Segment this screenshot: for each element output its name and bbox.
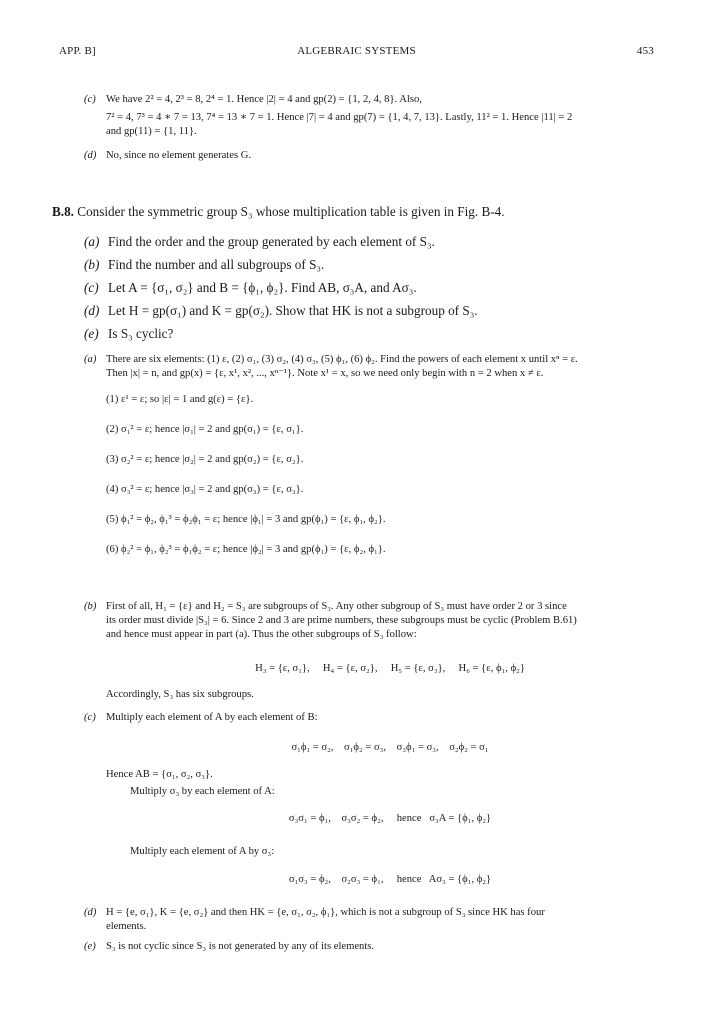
subgroups-display: H₃ = {ε, σ₁}, H₄ = {ε, σ₂}, H₅ = {ε, σ₃}, H₆ = {ε, ϕ₁, ϕ₂} xyxy=(255,663,525,674)
power-item: (2) σ₁² = ε; hence |σ₁| = 2 and gp(σ₁) = {ε, σ₁}. xyxy=(106,424,304,435)
text-line: Let A = {σ₁, σ₂} and B = {ϕ₁, ϕ₂}. Find AB, σ₃A, and Aσ₃. xyxy=(108,280,417,295)
solution-c xyxy=(84,711,696,725)
part-label: (d) xyxy=(84,303,100,318)
subgroups-conclusion: Accordingly, S₃ has six subgroups. xyxy=(106,689,254,700)
header-chapter-title: ALGEBRAIC SYSTEMS xyxy=(297,45,416,57)
solution-a xyxy=(84,353,696,381)
text-line: Is S₃ cyclic? xyxy=(108,326,174,341)
part-label: (d) xyxy=(84,150,97,161)
part-label: (e) xyxy=(84,326,99,341)
ab-result: Hence AB = {σ₁, σ₂, σ₃}. xyxy=(106,769,213,780)
text-line: S₃ is not cyclic since S₃ is not generated by any of its elements. xyxy=(106,941,375,952)
text-line: We have 2² = 4, 2³ = 8, 2⁴ = 1. Hence |2| = 4 and gp(2) = {1, 2, 4, 8}. Also, xyxy=(106,94,422,105)
part-label: (c) xyxy=(84,94,96,105)
problem-part-b xyxy=(84,257,684,280)
power-item: (5) ϕ₁² = ϕ₂, ϕ₁³ = ϕ₂ϕ₁ = ε; hence |ϕ₁| = 3 and gp(ϕ₁) = {ε, ϕ₁, ϕ₂}. xyxy=(106,514,386,525)
power-item: (6) ϕ₂² = ϕ₁, ϕ₂³ = ϕ₁ϕ₂ = ε; hence |ϕ₂| = 3 and gp(ϕ₁) = {ε, ϕ₂, ϕ₁}. xyxy=(106,544,386,555)
text-line: No, since no element generates G. xyxy=(106,150,252,161)
part-label: (c) xyxy=(84,712,96,723)
power-item: (1) ε¹ = ε; so |ε| = 1 and g(ε) = {ε}. xyxy=(106,394,254,405)
product-display-asigma3: σ₁σ₃ = ϕ₂, σ₂σ₃ = ϕ₁, hence Aσ₃ = {ϕ₁, ϕ₂} xyxy=(288,874,492,885)
prev-solution-d xyxy=(84,149,696,163)
problem-part-d xyxy=(84,303,684,326)
text-line: and gp(11) = {1, 11}. xyxy=(106,126,197,137)
running-header xyxy=(59,45,654,59)
part-label: (c) xyxy=(84,280,99,295)
product-display-sigma3a: σ₃σ₁ = ϕ₁, σ₃σ₂ = ϕ₂, hence σ₃A = {ϕ₁, ϕ₂} xyxy=(288,813,492,824)
product-display-ab: σ₁ϕ₁ = σ₂, σ₁ϕ₂ = σ₃, σ₃ϕ₁ = σ₃, σ₂ϕ₂ = σ₁ xyxy=(291,742,489,753)
power-item: (3) σ₂² = ε; hence |σ₂| = 2 and gp(σ₂) = {ε, σ₂}. xyxy=(106,454,304,465)
solution-b xyxy=(84,600,696,642)
part-label: (a) xyxy=(84,354,97,365)
text-line: First of all, H₁ = {ε} and H₂ = S₃ are subgroups of S₃. Any other subgroup of S₃ must have order 2 or 3 since xyxy=(106,601,567,612)
problem-part-c xyxy=(84,280,684,303)
problem-part-e xyxy=(84,326,684,349)
prev-solution-c xyxy=(84,93,696,139)
part-label: (d) xyxy=(84,907,97,918)
problem-part-a xyxy=(84,234,684,257)
a-sigma3-intro: Multiply each element of A by σ₃: xyxy=(130,846,275,857)
sigma3-a-intro: Multiply σ₃ by each element of A: xyxy=(130,786,275,797)
text-line: its order must divide |S₃| = 6. Since 2 and 3 are prime numbers, these subgroups must be cyclic (Problem B.61) xyxy=(106,615,577,626)
part-label: (a) xyxy=(84,234,100,249)
text-line: Consider the symmetric group S₃ whose multiplication table is given in Fig. B-4. xyxy=(77,204,505,219)
problem-number: B.8. xyxy=(52,204,74,219)
text-line: and hence must appear in part (a). Thus the other subgroups of S₃ follow: xyxy=(106,629,417,640)
text-line: Then |x| = n, and gp(x) = {ε, x¹, x², ..., xⁿ⁻¹}. Note x¹ = x, so we need only begin with n = 2 when x ≠ ε. xyxy=(106,368,544,379)
text-line: Find the order and the group generated by each element of S₃. xyxy=(108,234,435,249)
header-section: APP. B] xyxy=(59,45,96,57)
solution-e xyxy=(84,940,696,954)
text-line: Let H = gp(σ₁) and K = gp(σ₂). Show that HK is not a subgroup of S₃. xyxy=(108,303,478,318)
text-line: Find the number and all subgroups of S₃. xyxy=(108,257,325,272)
part-label: (e) xyxy=(84,941,96,952)
solution-a-powers xyxy=(106,393,686,573)
text-line: H = {e, σ₁}, K = {e, σ₂} and then HK = {e, σ₁, σ₂, ϕ₁}, which is not a subgroup of S₃ since HK has four xyxy=(106,907,545,918)
problem-parts xyxy=(84,234,684,349)
part-label: (b) xyxy=(84,257,100,272)
text-line: 7² = 4, 7³ = 4 ∗ 7 = 13, 7⁴ = 13 ∗ 7 = 1. Hence |7| = 4 and gp(7) = {1, 4, 7, 13}. Lastly, 11² = 1. Hence |11| = 2 xyxy=(106,112,573,123)
text-line: There are six elements: (1) ε, (2) σ₁, (3) σ₂, (4) σ₃, (5) ϕ₁, (6) ϕ₂. Find the powers of each element x until xⁿ = ε. xyxy=(106,354,578,365)
solution-d xyxy=(84,906,696,934)
page-number: 453 xyxy=(636,45,654,57)
power-item: (4) σ₃² = ε; hence |σ₃| = 2 and gp(σ₃) = {ε, σ₃}. xyxy=(106,484,304,495)
problem-statement xyxy=(52,204,692,220)
part-label: (b) xyxy=(84,601,97,612)
text-line: Multiply each element of A by each element of B: xyxy=(106,712,318,723)
text-line: elements. xyxy=(106,921,147,932)
